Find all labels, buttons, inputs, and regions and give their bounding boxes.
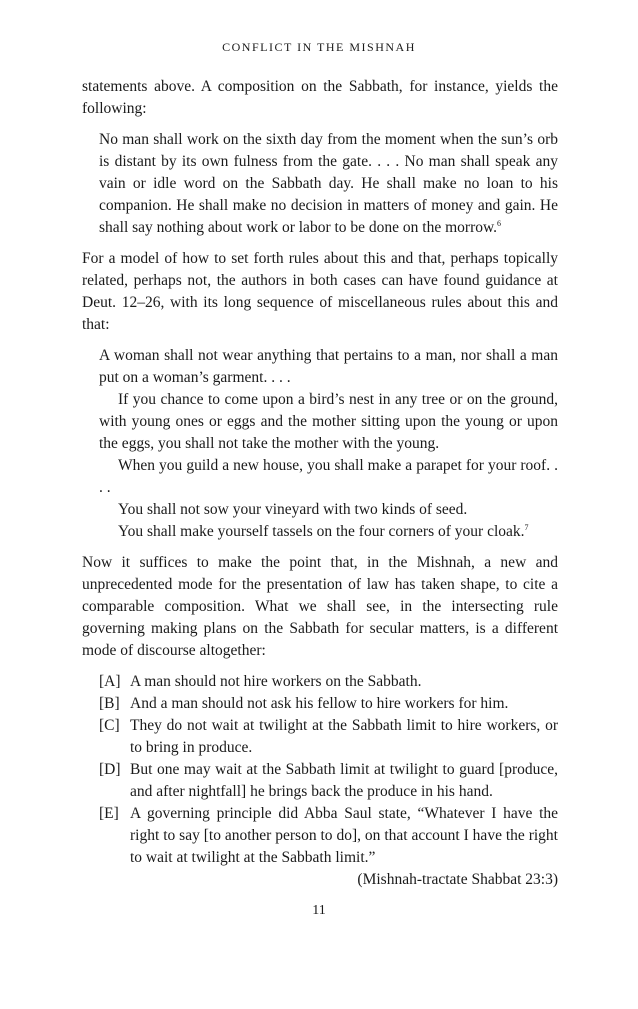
item-label: [A] — [99, 673, 121, 690]
quote-line: A woman shall not wear anything that pertains to a man, nor shall a man put on a woman’s garment. . . . — [99, 347, 558, 386]
list-item — [99, 715, 558, 759]
item-label: [B] — [99, 695, 120, 712]
block-quote-deuteronomy — [82, 345, 558, 543]
quote-sabbath-text: No man shall work on the sixth day from the moment when the sun’s orb is distant by its own fulness from the gate. . . . No man shall speak any vain or idle word on the Sabbath day. He shall make no loan to his companion. He shall make no decision in matters of money and gain. He shall say nothing about work or labor to be done on the morrow. — [99, 131, 558, 236]
list-item — [99, 759, 558, 803]
footnote-ref-7: 7 — [524, 523, 529, 532]
block-quote-sabbath — [82, 129, 558, 239]
item-label: [E] — [99, 805, 119, 822]
list-item — [99, 803, 558, 869]
paragraph-mishnah: Now it suffices to make the point that, in the Mishnah, a new and unprecedented mode for the presentation of law has taken shape, to cite a comparable composition. What we shall see, in the intersecting rule governing making plans on the Sabbath for secular matters, is a different mode of discourse altogether: — [82, 554, 558, 659]
item-text: A governing principle did Abba Saul state, “Whatever I have the right to say [to another person to do], on that account I have the right to wait at twilight at the Sabbath limit.” — [130, 805, 558, 866]
paragraph-intro: statements above. A composition on the Sabbath, for instance, yields the following: — [82, 78, 558, 117]
running-header: CONFLICT IN THE MISHNAH — [222, 40, 416, 54]
item-label: [C] — [99, 717, 120, 734]
citation: (Mishnah-tractate Shabbat 23:3) — [357, 871, 558, 888]
item-text: A man should not hire workers on the Sabbath. — [130, 673, 422, 690]
quote-line: You shall not sow your vineyard with two kinds of seed. — [118, 501, 468, 518]
item-label: [D] — [99, 761, 121, 778]
quote-line: If you chance to come upon a bird’s nest in any tree or on the ground, with young ones or eggs and the mother sitting upon the young or upon the eggs, you shall not take the mother with the young. — [99, 391, 558, 452]
page-number: 11 — [312, 903, 326, 918]
list-item — [99, 671, 558, 693]
quote-line: You shall make yourself tassels on the four corners of your cloak. — [118, 523, 525, 540]
item-text: And a man should not ask his fellow to hire workers for him. — [130, 695, 509, 712]
footnote-ref-6: 6 — [497, 219, 502, 228]
mishnah-rule-list — [82, 671, 558, 891]
quote-line: When you guild a new house, you shall make a parapet for your roof. . . . — [99, 457, 558, 496]
item-text: They do not wait at twilight at the Sabbath limit to hire workers, or to bring in produce. — [130, 717, 558, 756]
paragraph-deuteronomy: For a model of how to set forth rules about this and that, perhaps topically related, perhaps not, the authors in both cases can have found guidance at Deut. 12–26, with its long sequence of miscellaneous rules about this and that: — [82, 250, 558, 333]
page-body — [82, 76, 558, 891]
list-item — [99, 693, 558, 715]
item-text: But one may wait at the Sabbath limit at twilight to guard [produce, and after nightfall] he brings back the produce in his hand. — [130, 761, 558, 800]
